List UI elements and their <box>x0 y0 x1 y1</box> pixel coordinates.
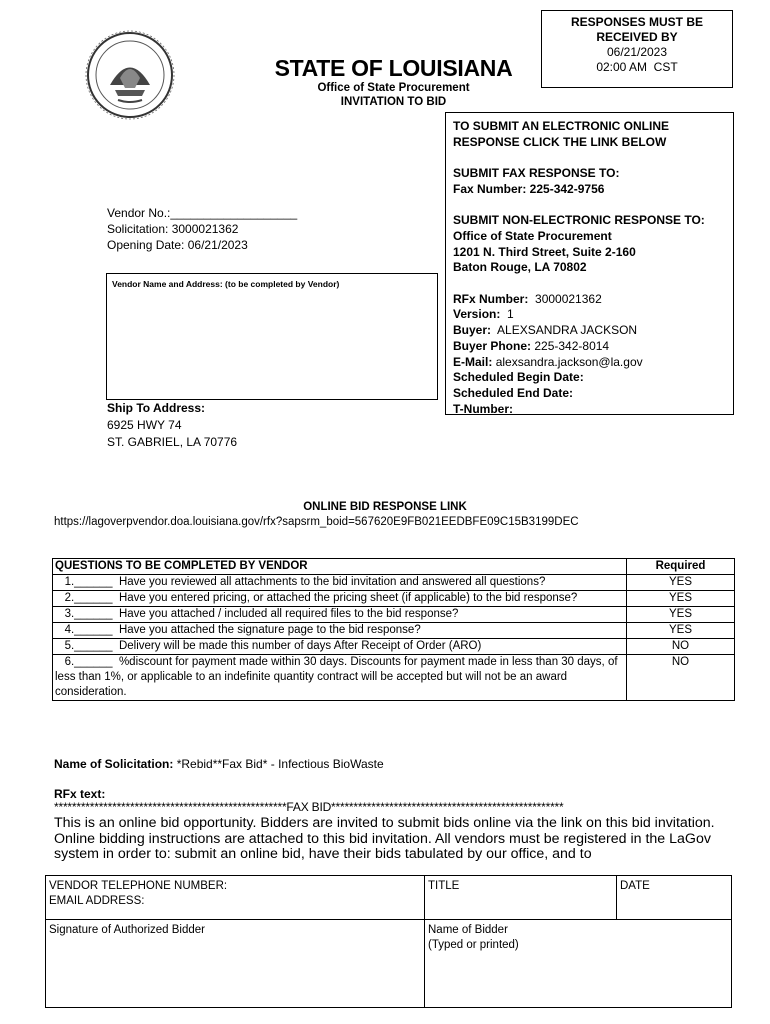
ship-to-line-1: 6925 HWY 74 <box>107 418 182 432</box>
bidder-name-cell[interactable] <box>425 920 732 1008</box>
table-row <box>46 876 732 920</box>
office-name: Office of State Procurement <box>317 82 470 94</box>
ship-to-address <box>107 400 237 451</box>
rfx-number: RFx Number: 3000021362 <box>453 291 602 306</box>
vendor-name-address-label: Vendor Name and Address: (to be completed by Vendor) <box>112 279 340 289</box>
scheduled-begin-date: Scheduled Begin Date: <box>453 370 584 385</box>
question-required: NO <box>627 639 735 655</box>
vendor-name-address-box[interactable] <box>106 273 438 400</box>
responses-deadline-box <box>541 10 733 88</box>
fax-number: Fax Number: 225-342-9756 <box>453 181 605 196</box>
question-required: YES <box>627 623 735 639</box>
solicitation-name-label: Name of Solicitation: <box>54 757 174 771</box>
question-required: YES <box>627 575 735 591</box>
table-row <box>53 623 735 639</box>
solicitation-name-value: *Rebid**Fax Bid* - Infectious BioWaste <box>176 757 384 771</box>
deadline-date: 06/21/2023 <box>606 45 668 59</box>
question-required: NO <box>627 655 735 701</box>
address-line-3: Baton Rouge, LA 70802 <box>453 260 587 275</box>
vendor-questions-table <box>52 558 735 701</box>
signature-cell[interactable] <box>46 920 425 1008</box>
state-seal <box>80 30 180 120</box>
table-header-row <box>53 559 735 575</box>
deadline-line-1: RESPONSES MUST BE <box>570 15 704 29</box>
version: Version: 1 <box>453 307 514 322</box>
buyer: Buyer: ALEXSANDRA JACKSON <box>453 323 638 338</box>
fax-heading: SUBMIT FAX RESPONSE TO: <box>453 166 620 181</box>
title-label: TITLE <box>428 880 460 892</box>
date-label: DATE <box>620 880 650 892</box>
table-row <box>53 655 735 701</box>
address-line-2: 1201 N. Third Street, Suite 2-160 <box>453 244 636 259</box>
table-row <box>53 575 735 591</box>
date-cell[interactable] <box>617 876 732 920</box>
question-text: 1.______ Have you reviewed all attachments to the bid invitation and answered all questions? <box>53 575 627 591</box>
email-address-label: EMAIL ADDRESS: <box>49 895 145 907</box>
table-row <box>53 591 735 607</box>
fax-bid-banner: ****************************************************FAX BID**************************************************** <box>54 800 564 814</box>
online-link-heading: ONLINE BID RESPONSE LINK <box>303 501 467 513</box>
non-electronic-heading: SUBMIT NON-ELECTRONIC RESPONSE TO: <box>453 213 705 228</box>
document-type: INVITATION TO BID <box>340 96 447 108</box>
rfx-text-body: This is an online bid opportunity. Bidders are invited to submit bids online via the link on this bid invitation. Online bidding instructions are attached to this bid invitation. All vendors must be registered in the LaGov system in order to: submit an online bid, have their bids tabulated by our office, and to <box>54 815 715 862</box>
signature-label: Signature of Authorized Bidder <box>49 924 205 936</box>
bidder-name-hint: (Typed or printed) <box>428 939 519 951</box>
opening-date: Opening Date: 06/21/2023 <box>107 238 248 252</box>
buyer-phone: Buyer Phone: 225-342-8014 <box>453 338 610 353</box>
vendor-info <box>107 205 297 253</box>
vendor-number: Vendor No.:___________________ <box>107 206 298 220</box>
table-row <box>53 607 735 623</box>
deadline-line-2: RECEIVED BY <box>596 30 678 44</box>
submission-info-box <box>445 112 734 415</box>
signature-table <box>45 875 732 1008</box>
vendor-contact-cell[interactable] <box>46 876 425 920</box>
page-subtitle <box>256 81 531 109</box>
title-cell[interactable] <box>425 876 617 920</box>
address-line-1: Office of State Procurement <box>453 228 612 243</box>
deadline-time: 02:00 AM CST <box>596 60 678 74</box>
question-required: YES <box>627 607 735 623</box>
question-text: 3.______ Have you attached / included all required files to the bid response? <box>53 607 627 623</box>
electronic-instruction-1: TO SUBMIT AN ELECTRONIC ONLINE <box>453 119 669 133</box>
question-text: 5.______ Delivery will be made this number of days After Receipt of Order (ARO) <box>53 639 627 655</box>
solicitation-number: Solicitation: 3000021362 <box>107 222 239 236</box>
t-number: T-Number: <box>453 401 513 416</box>
rfx-text-label: RFx text: <box>54 787 106 801</box>
question-text: 6.______ %discount for payment made within 30 days. Discounts for payment made in less than 30 days, of less than 1%, or applicable to an indefinite quantity contract will be accepted but will not be an award consideration. <box>53 655 627 701</box>
question-text: 2.______ Have you entered pricing, or attached the pricing sheet (if applicable) to the bid response? <box>53 591 627 607</box>
table-row <box>53 639 735 655</box>
online-bid-link[interactable]: https://lagoverpvendor.doa.louisiana.gov/rfx?sapsrm_boid=567620E9FB021EEDBFE09C15B3199DEC <box>54 516 579 528</box>
solicitation-name <box>54 757 384 771</box>
table-row <box>46 920 732 1008</box>
ship-to-line-2: ST. GABRIEL, LA 70776 <box>107 435 238 449</box>
question-text: 4.______ Have you attached the signature page to the bid response? <box>53 623 627 639</box>
required-header: Required <box>627 559 735 575</box>
page-title: STATE OF LOUISIANA <box>274 55 513 81</box>
bidder-name-label: Name of Bidder <box>428 924 508 936</box>
ship-to-label: Ship To Address: <box>107 401 206 415</box>
questions-header: QUESTIONS TO BE COMPLETED BY VENDOR <box>53 559 627 575</box>
vendor-telephone-label: VENDOR TELEPHONE NUMBER: <box>49 880 228 892</box>
buyer-email: E-Mail: alexsandra.jackson@la.gov <box>453 354 643 369</box>
scheduled-end-date: Scheduled End Date: <box>453 385 574 400</box>
electronic-instruction-2: RESPONSE CLICK THE LINK BELOW <box>453 134 667 149</box>
question-required: YES <box>627 591 735 607</box>
